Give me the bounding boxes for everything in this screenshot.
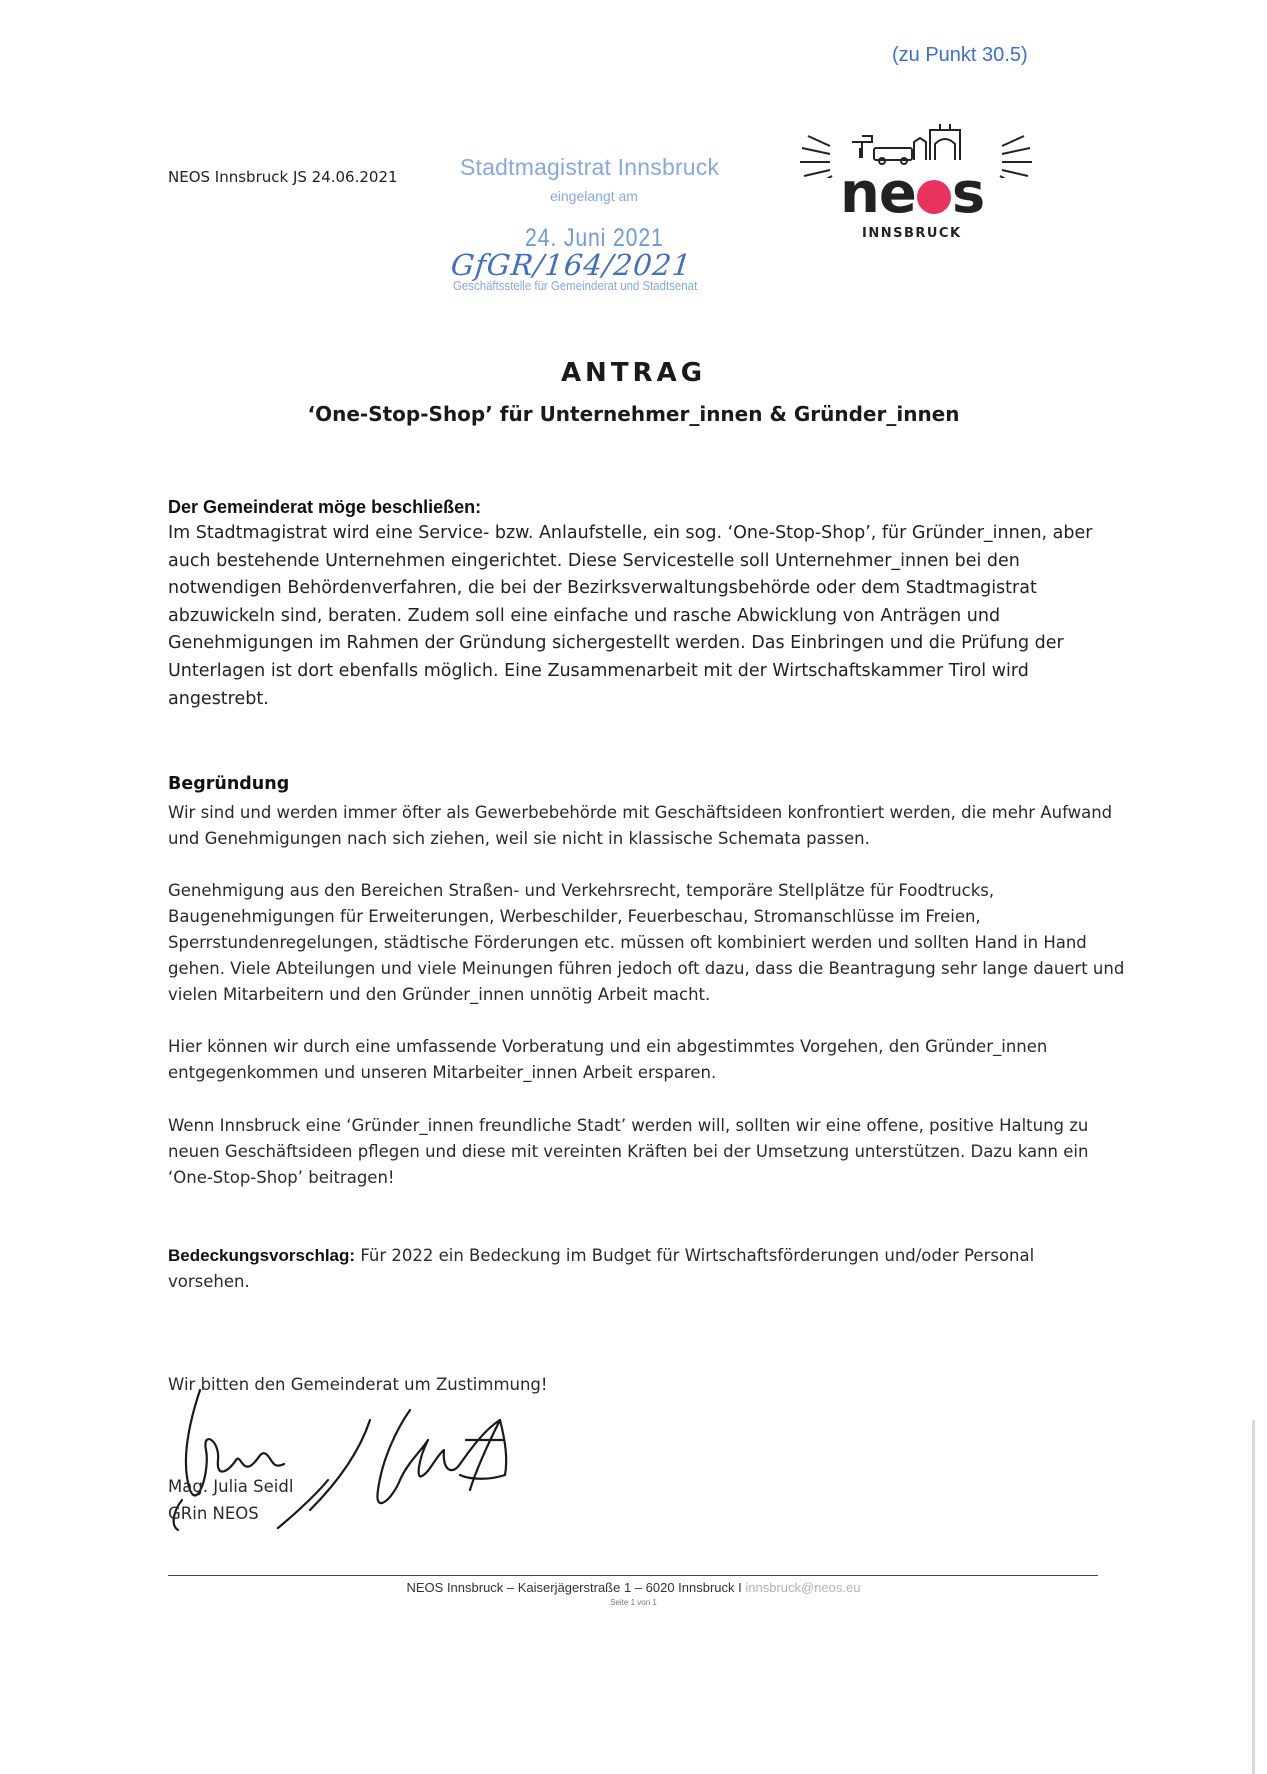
- signatory-role: GRin NEOS: [168, 1504, 259, 1523]
- footer-divider: [168, 1575, 1098, 1576]
- stamp-office: Geschäftsstelle für Gemeinderat und Stadtsenat: [453, 278, 698, 293]
- reasoning-paragraph: Wir sind und werden immer öfter als Gewerbebehörde mit Geschäftsideen konfrontiert werden, die mehr Aufwand und Genehmigungen nach sich ziehen, weil sie nicht in klassische Schemata passen.: [168, 803, 1113, 848]
- scan-edge-shadow: [1252, 1420, 1255, 1774]
- reasoning-paragraph: Genehmigung aus den Bereichen Straßen- und Verkehrsrecht, temporäre Stellplätze für Foodtrucks, Baugenehmigungen für Erweiterungen, Werbeschilder, Feuerbeschau, Stromanschlüsse im Freien, Sperrstundenregelungen, städtische Förderungen etc. müssen oft kombiniert werden und sollten Hand in Hand gehen. Viele Abteilungen und viele Meinungen führen jedoch oft dazu, dass die Beantragung sehr lange dauert und vielen Mitarbeitern und den Gründer_innen unnötig Arbeit macht.: [168, 881, 1125, 1004]
- signatory-name: Mag. Julia Seidl: [168, 1477, 294, 1496]
- page-number: Seite 1 von 1: [610, 1598, 657, 1607]
- reasoning-paragraph: Hier können wir durch eine umfassende Vorberatung und ein abgestimmtes Vorgehen, den Gründer_innen entgegenkommen und unseren Mitarbeiter_innen Arbeit ersparen.: [168, 1037, 1048, 1082]
- closing-request: Wir bitten den Gemeinderat um Zustimmung!: [168, 1375, 548, 1394]
- logo-subtitle: INNSBRUCK: [862, 226, 962, 241]
- reasoning-paragraph: Wenn Innsbruck eine ‘Gründer_innen freundliche Stadt’ werden will, sollten wir eine offene, positive Haltung zu neuen Geschäftsideen pflegen und diese mit vereinten Kräften bei der Umsetzung unterstützen. Dazu kann ein ‘One-Stop-Shop’ beitragen!: [168, 1116, 1089, 1187]
- motion-text: Im Stadtmagistrat wird eine Service- bzw. Anlaufstelle, ein sog. ‘One-Stop-Shop’, für Gründer_innen, aber auch bestehende Unternehmen eingerichtet. Diese Servicestelle soll Unternehmer_innen bei den notwendigen Behördenverfahren, die bei der Bezirksverwaltungsbehörde oder dem Stadtmagistrat abzuwickeln sind, beraten. Zudem soll eine einfache und rasche Abwicklung von Anträgen und Genehmigungen im Rahmen der Gründung sichergestellt werden. Das Einbringen und die Prüfung der Unterlagen ist dort ebenfalls möglich. Eine Zusammenarbeit mit der Wirtschaftskammer Tirol wird angestrebt.: [168, 523, 1093, 709]
- motion-heading: Der Gemeinderat möge beschließen:: [168, 497, 482, 517]
- stamp-file-number: GfGR/164/2021: [449, 248, 694, 282]
- footer-email[interactable]: innsbruck@neos.eu: [745, 1580, 861, 1595]
- reasoning-heading: Begründung: [168, 774, 290, 794]
- stamp-title: Stadtmagistrat Innsbruck: [460, 154, 720, 180]
- footer-address: [0, 1580, 1267, 1595]
- sender-line: NEOS Innsbruck JS 24.06.2021: [168, 168, 398, 186]
- footer-address-text: NEOS Innsbruck – Kaiserjägerstraße 1 – 6020 Innsbruck I: [406, 1580, 742, 1595]
- received-stamp: [440, 154, 760, 304]
- stamp-date: 24. Juni 2021: [525, 224, 664, 252]
- coverage-proposal: [168, 1243, 1088, 1295]
- agenda-reference: (zu Punkt 30.5): [892, 44, 1028, 66]
- stamp-received-label: eingelangt am: [550, 188, 638, 204]
- coverage-label: Bedeckungsvorschlag:: [168, 1246, 356, 1265]
- document-subtitle: ‘One-Stop-Shop’ für Unternehmer_innen & Gründer_innen: [307, 402, 960, 426]
- logo-wordmark: ne s: [840, 161, 985, 226]
- coverage-text: Für 2022 ein Bedeckung im Budget für Wirtschaftsförderungen und/oder Personal vorsehen.: [168, 1246, 1035, 1291]
- document-title: ANTRAG: [560, 358, 707, 388]
- neos-logo: [790, 118, 1040, 248]
